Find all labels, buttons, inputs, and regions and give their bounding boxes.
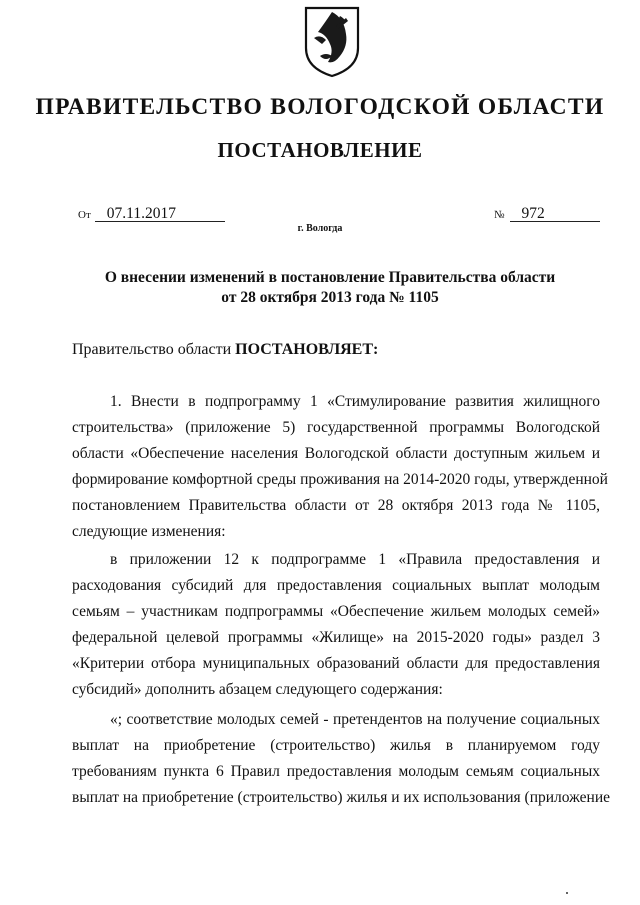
body-line: формирование комфортной среды проживания на 2014-2020 годы, утвержденной <box>72 471 608 488</box>
date-prefix: От <box>78 209 91 221</box>
scan-speck <box>566 892 568 894</box>
body-line: следующие изменения: <box>72 523 226 540</box>
body-line: федеральной целевой программы «Жилище» на 2015-2020 годы» раздел 3 <box>72 629 600 646</box>
city-label: г. Вологда <box>297 223 343 234</box>
document-number: 972 <box>510 206 600 222</box>
body-line: требованиям пункта 6 Правил предоставления молодым семьям социальных <box>72 763 600 780</box>
body-line: постановлением Правительства области от 28 октября 2013 года № 1105, <box>72 497 600 514</box>
government-title: ПРАВИТЕЛЬСТВО ВОЛОГОДСКОЙ ОБЛАСТИ <box>35 94 605 120</box>
body-line: «Критерии отбора муниципальных образований области для предоставления <box>72 655 600 672</box>
date-line <box>78 205 225 223</box>
preamble <box>72 341 378 359</box>
number-prefix: № <box>494 209 505 221</box>
coat-of-arms-emblem <box>300 4 364 80</box>
body-line: выплат на приобретение (строительство) жилья в планируемом году <box>72 737 600 754</box>
document-type: ПОСТАНОВЛЕНИЕ <box>217 138 423 162</box>
body-line: строительства» (приложение 5) государственной программы Вологодской <box>72 419 600 436</box>
body-line: семьям – участникам подпрограммы «Обеспечение жильем молодых семей» <box>72 603 600 620</box>
preamble-text: Правительство области <box>72 341 236 358</box>
preamble-emphasis: ПОСТАНОВЛЯЕТ: <box>235 341 379 358</box>
document-date: 07.11.2017 <box>95 206 225 222</box>
body-line: области «Обеспечение населения Вологодской области доступным жильем и <box>72 445 600 462</box>
body-line: субсидий» дополнить абзацем следующего содержания: <box>72 681 443 698</box>
body-line: «; соответствие молодых семей - претендентов на получение социальных <box>110 711 600 728</box>
body-line: в приложении 12 к подпрограмме 1 «Правила предоставления и <box>110 551 600 568</box>
document-subject <box>90 268 570 308</box>
subject-line: О внесении изменений в постановление Правительства области <box>104 269 556 286</box>
body-line: расходования субсидий для предоставления социальных выплат молодым <box>72 577 600 594</box>
body-line: 1. Внести в подпрограмму 1 «Стимулирование развития жилищного <box>110 393 600 410</box>
subject-line: от 28 октября 2013 года № 1105 <box>221 289 439 306</box>
number-line <box>494 205 600 223</box>
body-line: выплат на приобретение (строительство) жилья и их использования (приложение <box>72 789 610 806</box>
